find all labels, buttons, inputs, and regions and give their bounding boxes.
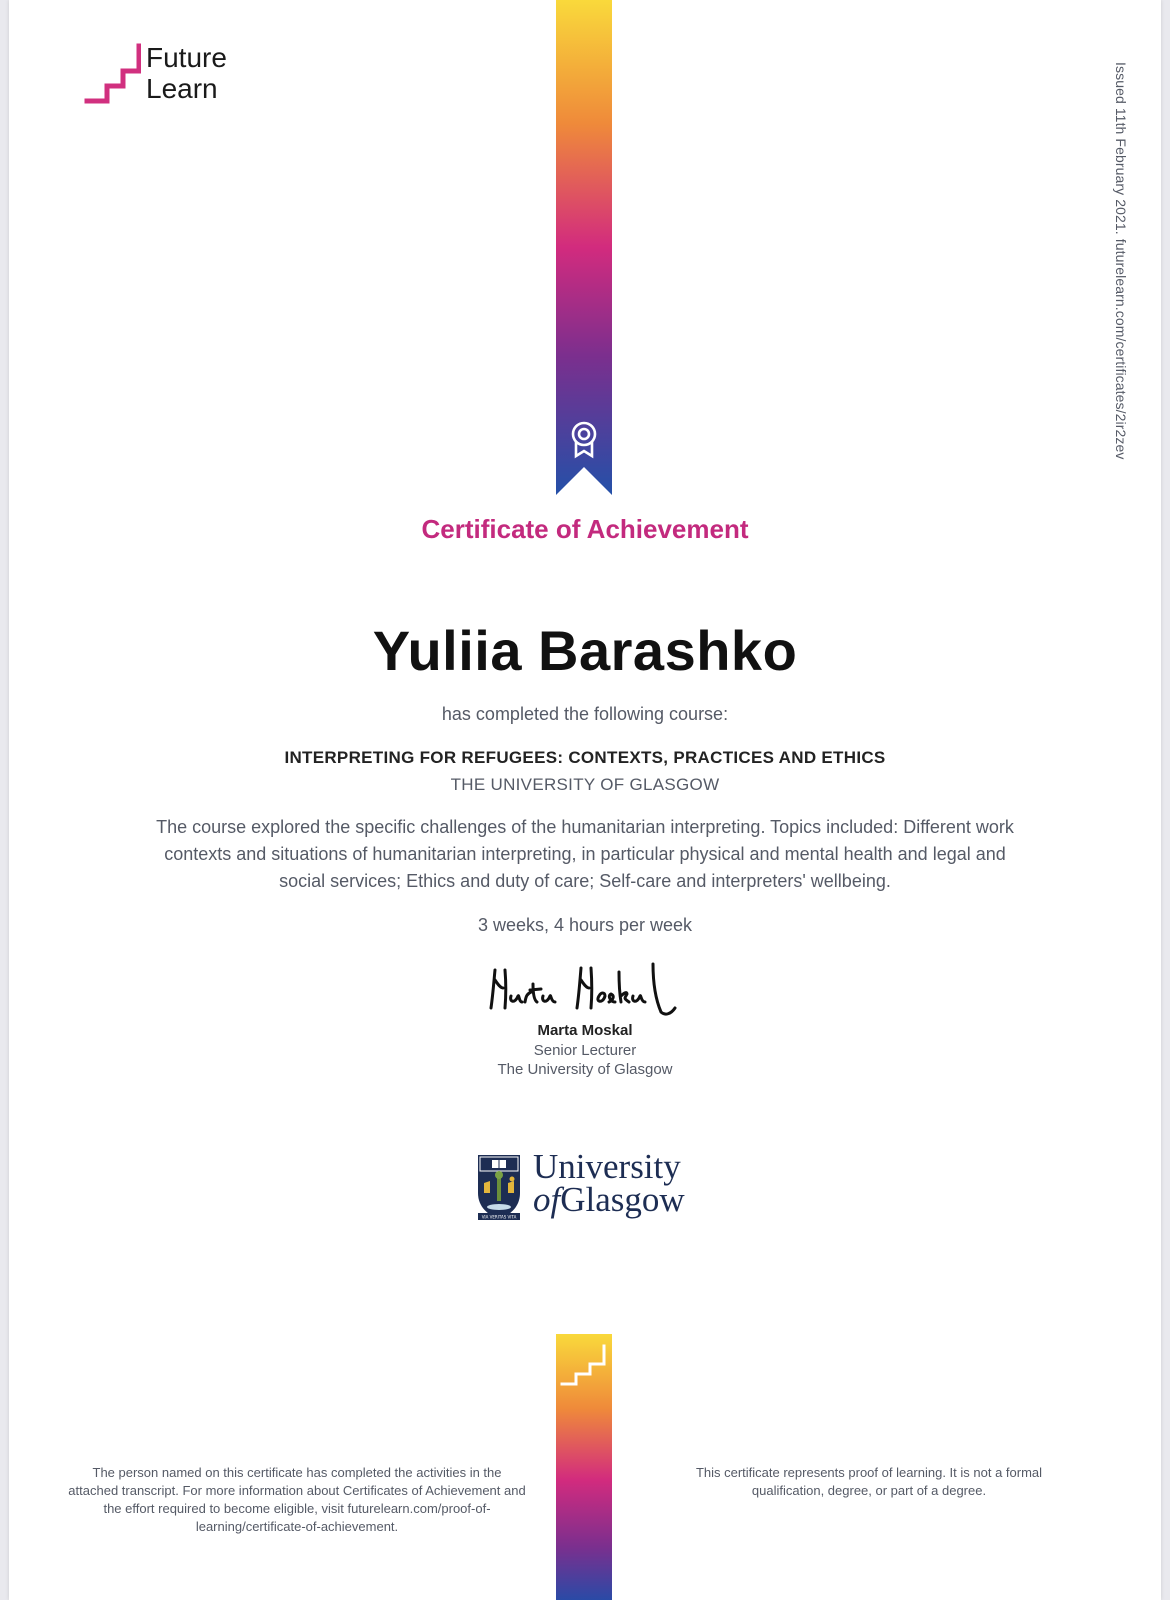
svg-text:VIA VERITAS VITA: VIA VERITAS VITA — [481, 1214, 517, 1220]
completed-statement: has completed the following course: — [441, 704, 729, 724]
certificate-title: Certificate of Achievement — [421, 514, 749, 544]
footer-proof-of-learning-note: The person named on this certificate has completed the activities in the attached transcript. For more information about Certificates of Achievement and the effort required to become eligible, visit futurelearn.com/proof-of-learning/certificate-of-achievement. — [68, 1465, 526, 1534]
issued-date-url: Issued 11th February 2021. futurelearn.com/certificates/2ir2zev — [1113, 62, 1129, 460]
footer-disclaimer: This certificate represents proof of learning. It is not a formal qualification, degree, or part of a degree. — [695, 1465, 1043, 1498]
ribbon-bottom — [556, 1334, 612, 1600]
learner-name: Yuliia Barashko — [372, 619, 798, 682]
course-organisation: THE UNIVERSITY OF GLASGOW — [450, 775, 720, 794]
university-wordmark-line-2: ofGlasgow — [533, 1180, 685, 1219]
handwritten-signature — [485, 958, 695, 1020]
brand-line-1: Future — [146, 42, 227, 73]
certificate-page — [9, 0, 1161, 1600]
futurelearn-logo — [79, 42, 259, 110]
course-duration: 3 weeks, 4 hours per week — [477, 915, 693, 935]
university-wordmark — [533, 1147, 685, 1219]
university-of-glasgow-logo — [476, 1147, 706, 1222]
course-title: INTERPRETING FOR REFUGEES: CONTEXTS, PRACTICES AND ETHICS — [284, 748, 886, 767]
brand-line-2: Learn — [146, 73, 218, 104]
signatory-role: Senior Lecturer — [533, 1042, 637, 1059]
signatory-name: Marta Moskal — [537, 1022, 633, 1039]
course-description: The course explored the specific challenges of the humanitarian interpreting. Topics included: Different work contexts and situations of humanitarian interpreting, in particular physical and mental health and legal and social services; Ethics and duty of care; Self-care and interpreters' wellbeing. — [156, 817, 1014, 891]
futurelearn-stairs-icon — [79, 42, 141, 104]
university-wordmark-line-1: University — [533, 1147, 681, 1186]
brand-wordmark — [146, 42, 227, 104]
ribbon-top — [556, 0, 612, 495]
university-crest-icon — [476, 1153, 522, 1221]
signatory-organisation: The University of Glasgow — [497, 1061, 673, 1078]
